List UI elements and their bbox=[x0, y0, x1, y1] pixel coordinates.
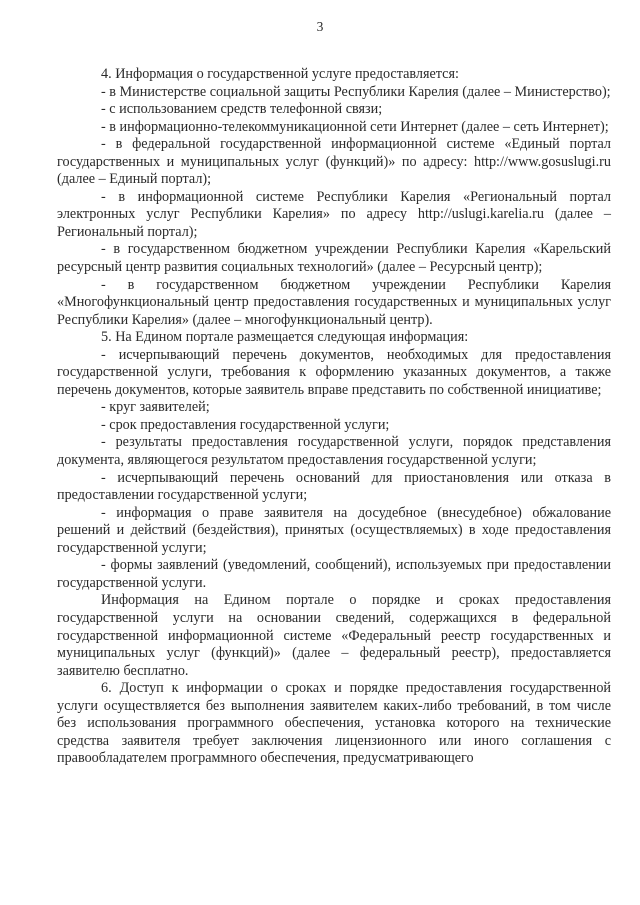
list-item-internet: - в информационно-телекоммуникационной сети Интернет (далее – сеть Интернет); bbox=[101, 118, 609, 135]
list-item-grounds: - исчерпывающий перечень оснований для приостановления или отказа в предоставлении государственной услуги; bbox=[57, 469, 611, 504]
list-item-unified-portal: - в федеральной государственной информационной системе «Единый портал государственных и муниципальных услуг (функций)» по адресу: http://www.gosuslugi.ru (далее – Единый портал); bbox=[57, 136, 611, 188]
list-item-term: - срок предоставления государственной услуги; bbox=[101, 416, 390, 433]
list-item-mfc: - в государственном бюджетном учреждении Республики Карелия «Многофункциональный центр предоставления государственных и муниципальных услуг Республики Карелия» (далее – многофункциональный центр). bbox=[57, 276, 611, 328]
section-4-heading: 4. Информация о государственной услуге предоставляется: bbox=[101, 66, 459, 82]
list-item-documents: - исчерпывающий перечень документов, необходимых для предоставления государственной услуги, требования к оформлению указанных документов, а также перечень документов, которые заявитель вправе представить по собственной инициативе; bbox=[57, 346, 611, 398]
document-body bbox=[57, 66, 611, 768]
list-item-appeal: - информация о праве заявителя на досудебное (внесудебное) обжалование решений и действий (бездействия), принятых (осуществляемых) в ходе предоставления государственной услуги; bbox=[57, 504, 611, 556]
list-item-resource-center: - в государственном бюджетном учреждении Республики Карелия «Карельский ресурсный центр развития социальных технологий» (далее – Ресурсный центр); bbox=[57, 241, 611, 276]
section-5-heading: 5. На Едином портале размещается следующая информация: bbox=[101, 329, 469, 346]
page-number: 3 bbox=[316, 19, 324, 34]
list-item-ministry: - в Министерстве социальной защиты Республики Карелия (далее – Министерство); bbox=[101, 83, 611, 100]
list-item-regional-portal: - в информационной системе Республики Карелия «Региональный портал электронных услуг Республики Карелия» по адресу http://uslugi.karelia.ru (далее – Региональный портал); bbox=[57, 188, 611, 240]
paragraph-free-info: Информация на Едином портале о порядке и сроках предоставления государственной услуги на основании сведений, содержащихся в федеральной государственной информационной системе «Федеральный реестр государственных и муниципальных услуг (функций)» (далее – федеральный реестр), предоставляется заявителю бесплатно. bbox=[57, 592, 611, 679]
list-item-telephone: - с использованием средств телефонной связи; bbox=[101, 101, 383, 118]
section-6-paragraph: 6. Доступ к информации о сроках и порядке предоставления государственной услуги осуществляется без выполнения заявителем каких-либо требований, в том числе без использования программного обеспечения, установка которого на технические средства заявителя требует заключения лицензионного или иного соглашения с правообладателем программного обеспечения, предусматривающего bbox=[57, 680, 611, 767]
list-item-forms: - формы заявлений (уведомлений, сообщений), используемых при предоставлении государственной услуги. bbox=[57, 557, 611, 591]
list-item-applicants: - круг заявителей; bbox=[101, 399, 210, 416]
list-item-results: - результаты предоставления государственной услуги, порядок представления документа, являющегося результатом предоставления государственной услуги; bbox=[57, 434, 611, 469]
